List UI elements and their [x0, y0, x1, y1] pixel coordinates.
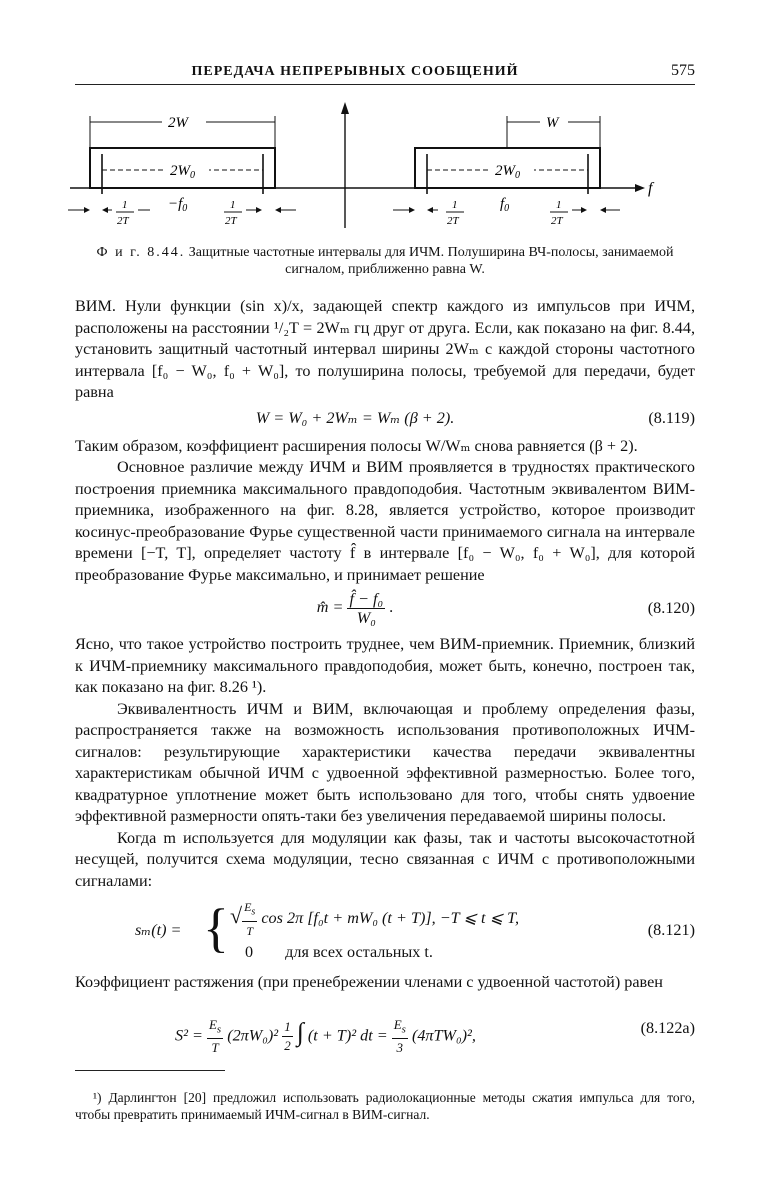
paragraph-2: Таким образом, коэффициент расширения полосы W/Wₘ снова равняется (β + 2). [75, 436, 638, 455]
header-rule [75, 84, 695, 85]
label-1-2T-b: 1 [230, 199, 236, 211]
paragraph-5: Эквивалентность ИЧМ и ВИМ, включающая и проблему определения фазы, распространяется также на возможность использования противоположных ИЧМ-сигналов: результирующие характеристики качества передачи эквивалентны характеристикам обычной ИЧМ с удвоенной эффективной размерностью. Более того, квадратурное уплотнение может быть использовано для того, чтобы снять удвоение эффективной размерности опять-таки без увеличения передаваемой ширины полосы. [75, 699, 695, 825]
label-2W: 2W [168, 115, 188, 131]
equation-8-121-brace: { [203, 898, 229, 958]
paragraph-4: Ясно, что такое устройство построить труднее, чем ВИМ-приемник. Приемник, близкий к ИЧМ-приемнику максимального правдоподобия, может быть, конечно, построен так, как показано на фиг. 8.26 ¹). [75, 635, 695, 696]
equation-8-121-line-2: 0 для всех остальных t. [245, 943, 433, 961]
vertical-axis-arrow [341, 102, 349, 114]
paragraph-1: ВИМ. Нули функции (sin x)/x, задающей спектр каждого из импульсов при ИЧМ, расположены на расстоянии ¹/₂T = 2Wₘ гц друг от друга. Если, как показано на фиг. 8.44, установить защитный частотный интервал ширины 2Wₘ с каждой стороны частотного интервала [f₀ − W₀, f₀ + W₀], то полуширина полосы, требуемой для передачи, будет равна [75, 297, 695, 401]
equation-8-122a: S² = $\frac{E_s}{T}$ (2πW₀)² $\frac{1}{2}$ ∫ (t + T)² dt = $\frac{E_s}{3}$ (4πTW₀)², (8.122a) [175, 1016, 695, 1056]
equation-8-120: m̂ = $\frac{\text{f̂ − f₀}}{\text{W₀}}$ . (8.120) [316, 590, 695, 627]
equation-8-121-lhs: sₘ(t) = [135, 921, 182, 939]
equation-8-120-number: (8.120) [647, 599, 695, 617]
label-1-2T-c: 1 [452, 199, 458, 211]
label-minus-f0: $-f_0$ [168, 196, 188, 214]
equation-8-120-fraction: $\frac{\text{f̂ − f₀}}{\text{W₀}}$ [349, 590, 384, 627]
equation-8-119 [75, 408, 695, 432]
paragraph-6: Когда m используется для модуляции как фазы, так и частоты высокочастотной несущей, получится схема модуляции, тесно связанная с ИЧМ с противоположными сигналами: [75, 828, 695, 890]
caption-label: Ф и г. 8.44. [96, 245, 186, 260]
label-1-2T-a: 1 [122, 199, 128, 211]
equation-8-121-number: (8.121) [647, 921, 695, 939]
axis-label-f: f [648, 180, 653, 197]
equation-8-119-body: W = W₀ + 2Wₘ = Wₘ (β + 2). [255, 408, 455, 427]
paragraph-3: Основное различие между ИЧМ и ВИМ проявляется в трудностях практического построения приемника максимального правдоподобия. Частотным эквивалентом ВИМ-приемника, изображенного на фиг. 8.28, является устройство, которое производит косинус-преобразование Фурье существенной части принимаемого сигнала на интервале времени [−T, T], определяет частоту f̂ в интервале [f₀ − W₀, f₀ + W₀], для которой преобразование Фурье максимально, и принимает решение [75, 458, 695, 584]
equation-8-121 [75, 898, 695, 970]
equation-8-119-number: (8.119) [648, 408, 695, 427]
figure-caption [75, 244, 695, 278]
label-f0: $f_0$ [500, 196, 510, 214]
page-number: 575 [671, 62, 695, 79]
body-text [75, 296, 695, 1070]
label-2T-c: 2T [447, 215, 459, 227]
paragraph-7: Коэффициент растяжения (при пренебрежении членами с удвоенной частотой) равен [75, 973, 663, 991]
label-W: W [546, 115, 559, 131]
caption-text: Защитные частотные интервалы для ИЧМ. Полуширина ВЧ-полосы, занимаемой сигналом, приближенно равна W. [188, 245, 674, 277]
label-2T-b: 2T [225, 215, 237, 227]
label-2W0-left: $2W_0$ [170, 163, 195, 181]
footnote: ¹) Дарлингтон [20] предложил использовать радиолокационные методы сжатия импульса для того, чтобы превратить принимаемый ИЧМ-сигнал в ВИМ-сигнал. [75, 1089, 695, 1122]
footnote-rule [75, 1070, 225, 1071]
label-2T-a: 2T [117, 215, 129, 227]
running-title: ПЕРЕДАЧА НЕПРЕРЫВНЫХ СООБЩЕНИЙ [191, 64, 519, 79]
label-2W0-right: $2W_0$ [495, 163, 520, 181]
label-1-2T-d: 1 [556, 199, 562, 211]
axis-arrow [635, 184, 645, 192]
equation-8-120-lhs: m̂ = [316, 598, 344, 617]
equation-8-122a-number: (8.122a) [640, 1018, 695, 1037]
label-2T-d: 2T [551, 215, 563, 227]
running-header [75, 62, 695, 86]
equation-8-121-line-1: √ $\frac{E_s}{T}$ cos 2π [f₀t + mW₀ (t + T)], −T ⩽ t ⩽ T, [230, 900, 520, 939]
figure-8-44 [60, 98, 710, 238]
